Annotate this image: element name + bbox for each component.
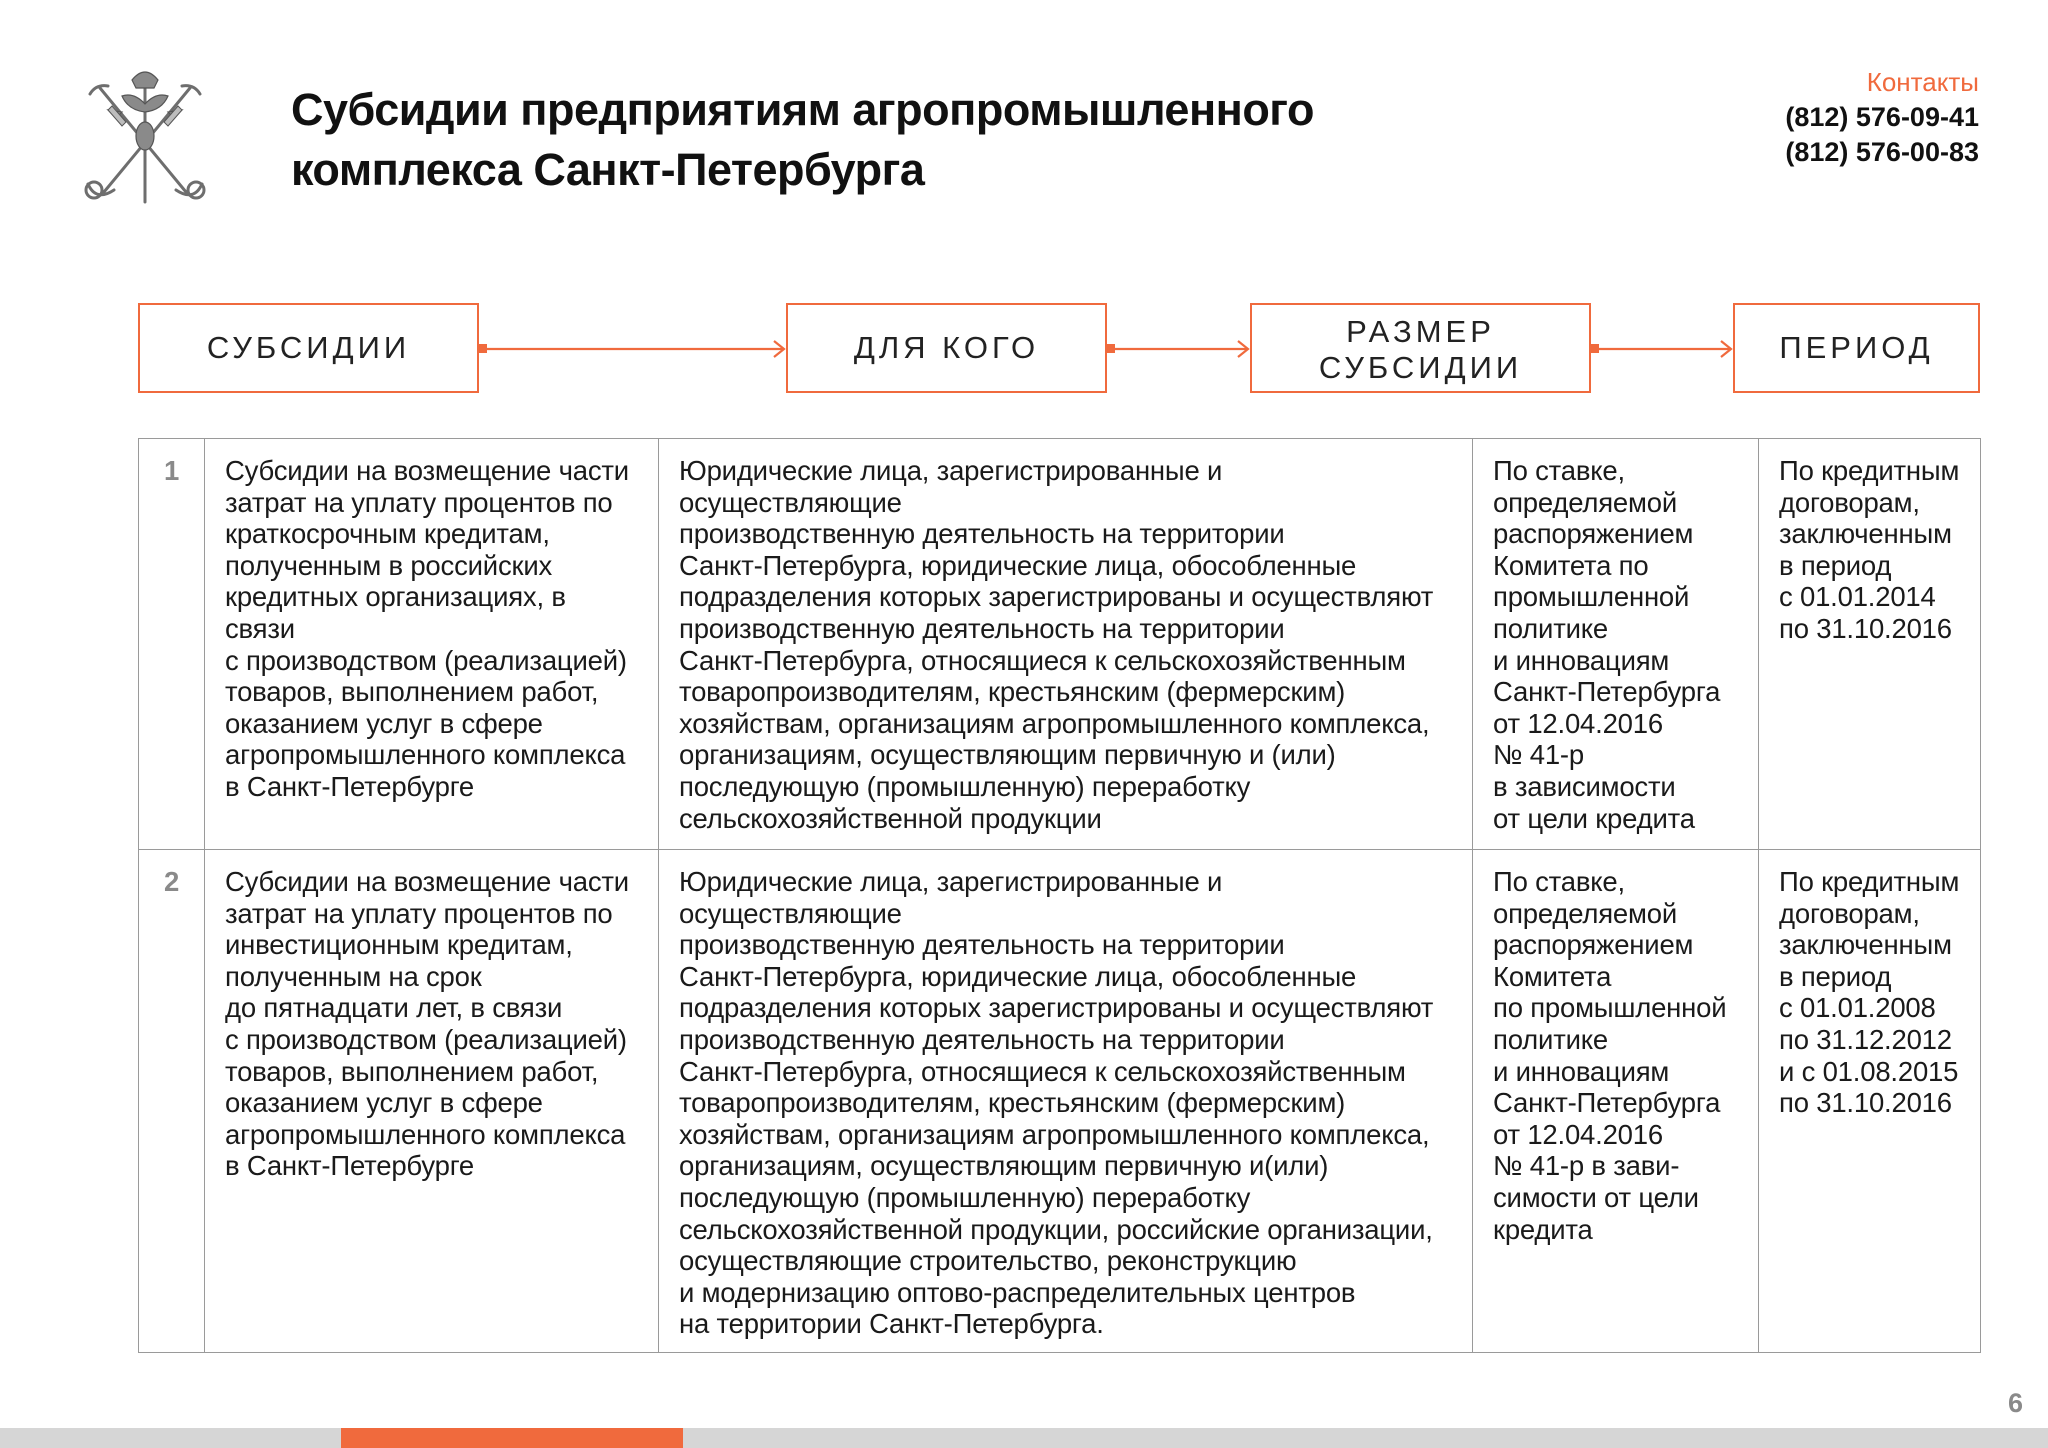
page-title: Субсидии предприятиям агропромышленного комплекса Санкт-Петербурга: [291, 84, 1314, 195]
bottom-progress-bar: [0, 1428, 2048, 1448]
amount-text: По ставке, определяемой распоряжением Комитета по промышленной политике и инновациям Санкт-Петербурга от 12.04.2016 № 41-р в зави- симости от цели кредита: [1493, 866, 1727, 1245]
recipients-text: Юридические лица, зарегистрированные и осуществляющие производственную деятельность на территории Санкт-Петербурга, юридические лица, обособленные подразделения которых зарегистрированы и осуществляют производственную деятельность на территории Санкт-Петербурга, относящиеся к сельскохозяйственным товаропроизводителям, крестьянским (фермерским) хозяйствам, организациям агропромышленного комплекса, организациям, осуществляющим первичную и (или) последующую (промышленную) переработку сельскохозяйственной продукции: [679, 455, 1434, 834]
recipients-cell: [659, 439, 1473, 850]
flow-connector-dot-3: [1590, 344, 1599, 353]
subsidies-table: [138, 438, 1980, 1353]
flow-connector-dot-2: [1106, 344, 1115, 353]
contacts-block: [1785, 64, 1979, 170]
flow-step-amount: [1250, 303, 1591, 393]
saint-petersburg-emblem-icon: [82, 66, 208, 206]
amount-text: По ставке, определяемой распоряжением Комитета по промышленной политике и инновациям Санкт-Петербурга от 12.04.2016 № 41-р в зависимости от цели кредита: [1493, 455, 1721, 834]
subsidy-text: Субсидии на возмещение части затрат на уплату процентов по краткосрочным кредитам, полученным в российских кредитных организациях, в связи с производством (реализацией) товаров, выполнением работ, оказанием услуг в сфере агропромышленного комплекса в Санкт-Петербурге: [225, 455, 629, 802]
flow-step-label: ПЕРИОД: [1779, 330, 1934, 365]
flow-step-label: СУБСИДИИ: [206, 330, 411, 365]
flow-step-subsidies: [138, 303, 479, 393]
subsidy-cell: [205, 850, 659, 1353]
recipients-cell: [659, 850, 1473, 1353]
table-row: [139, 850, 1981, 1353]
bottom-progress-bar-accent: [341, 1428, 683, 1448]
flow-step-label: ДЛЯ КОГО: [853, 330, 1040, 365]
flow-connector-dot-1: [478, 344, 487, 353]
amount-cell: [1473, 850, 1759, 1353]
phone-number-2[interactable]: (812) 576-00-83: [1785, 137, 1979, 167]
table-row: [139, 439, 1981, 850]
row-number: 2: [139, 850, 205, 1353]
subsidy-text: Субсидии на возмещение части затрат на уплату процентов по инвестиционным кредитам, полученным на срок до пятнадцати лет, в связи с производством (реализацией) товаров, выполнением работ, оказанием услуг в сфере агропромышленного комплекса в Санкт-Петербурге: [225, 866, 629, 1182]
flow-arrowhead-2: [1238, 341, 1248, 357]
period-text: По кредитным договорам, заключенным в период с 01.01.2014 по 31.10.2016: [1779, 455, 1960, 644]
phone-number-1[interactable]: (812) 576-09-41: [1785, 102, 1979, 132]
recipients-text: Юридические лица, зарегистрированные и осуществляющие производственную деятельность на территории Санкт-Петербурга, юридические лица, обособленные подразделения которых зарегистрированы и осуществляют производственную деятельность на территории Санкт-Петербурга, относящиеся к сельскохозяйственным товаропроизводителям, крестьянским (фермерским) хозяйствам, организациям агропромышленного комплекса, организациям, осуществляющим первичную и(или) последующую (промышленную) переработку сельскохозяйственной продукции, российские организации, осуществляющие строительство, реконструкцию и модернизацию оптово-распределительных центров на территории Санкт-Петербурга.: [679, 866, 1434, 1340]
subsidy-cell: [205, 439, 659, 850]
page-number: 6: [2007, 1388, 2023, 1418]
period-cell: [1759, 850, 1981, 1353]
flow-step-label: РАЗМЕР СУБСИДИИ: [1318, 314, 1523, 385]
flow-step-period: [1733, 303, 1980, 393]
row-number: 1: [139, 439, 205, 850]
flow-step-recipients: [786, 303, 1107, 393]
period-text: По кредитным договорам, заключенным в период с 01.01.2008 по 31.12.2012 и с 01.08.2015 по 31.10.2016: [1779, 866, 1960, 1119]
contacts-label: Контакты: [1866, 67, 1979, 97]
flow-arrowhead-3: [1721, 341, 1731, 357]
amount-cell: [1473, 439, 1759, 850]
period-cell: [1759, 439, 1981, 850]
flow-arrowhead-1: [774, 341, 784, 357]
